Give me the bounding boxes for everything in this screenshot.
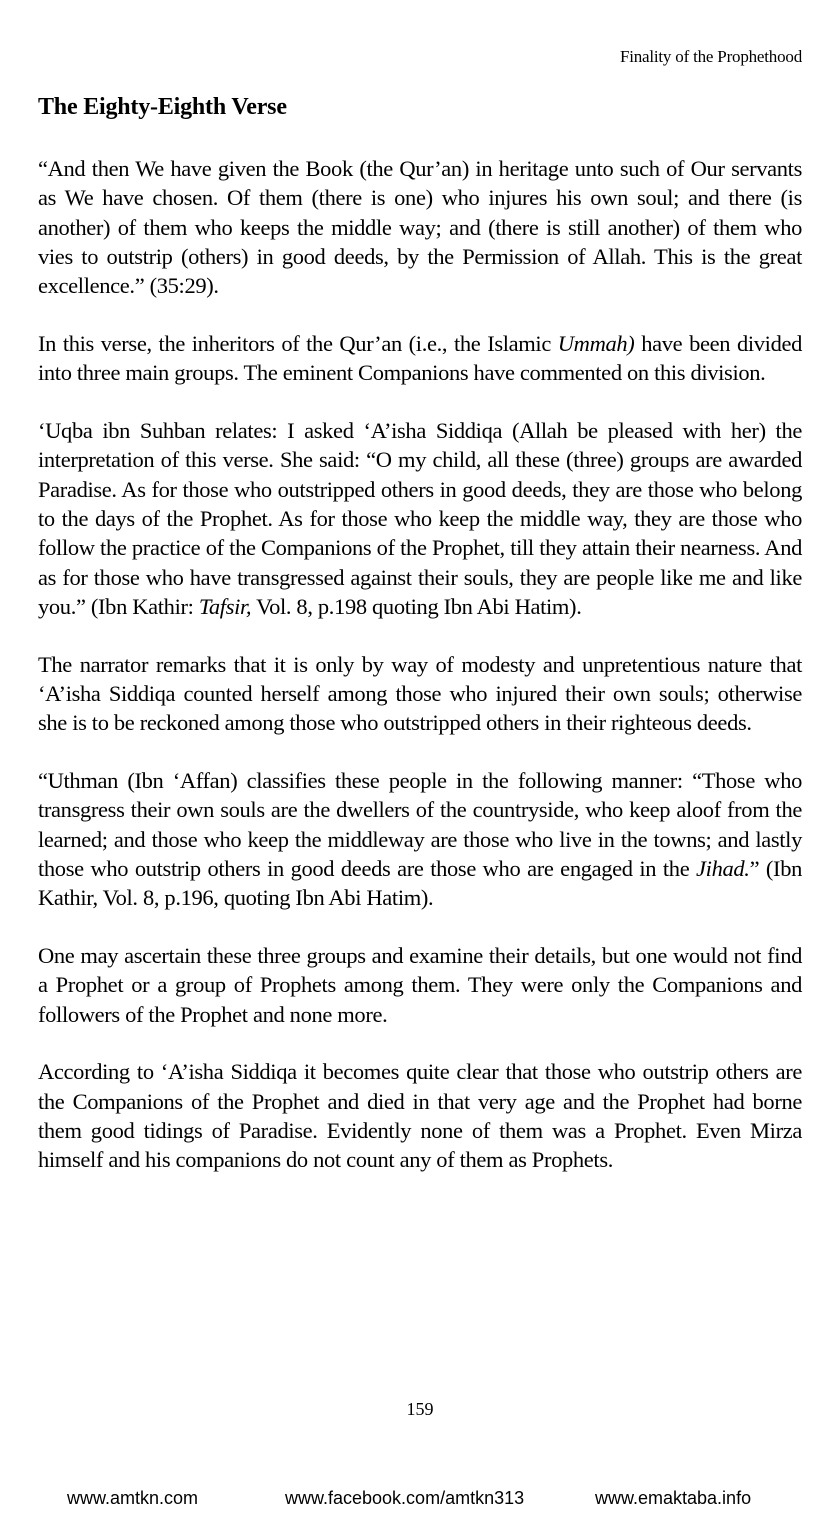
paragraph-text: have been divided into three main groups. The eminent Companions have commented on this division. [38,330,803,386]
paragraph-uqba-narration [38,416,802,621]
footer-link-facebook[interactable]: www.facebook.com/amtkn313 [285,1488,525,1508]
footer [0,1488,840,1518]
paragraph-narrator-remarks: The narrator remarks that it is only by way of modesty and unpretentious nature that ‘A’isha Siddiqa counted herself among those who injured their own souls; otherwise she is to be reckoned among those who outstripped others in their righteous deeds. [38,651,802,736]
page-number: 159 [406,1399,434,1419]
paragraph-text: ” (Ibn Kathir, Vol. 8, p.196, quoting Ibn Abi Hatim). [38,855,802,911]
body-text [38,154,802,1175]
italic-term: Ummah) [557,330,635,356]
running-header: Finality of the Prophethood [619,47,802,66]
paragraph-text: “Uthman (Ibn ‘Affan) classifies these people in the following manner: “Those who transgress their own souls are the dwellers of the countryside, who keep aloof from the learned; and those who keep the middleway are those who live in the towns; and lastly those who outstrip others in good deeds are those who are engaged in the [38,768,802,881]
paragraph-uthman-classification [38,766,802,912]
paragraph-three-groups: One may ascertain these three groups and examine their details, but one would not find a Prophet or a group of Prophets among them. They were only the Companions and followers of the Prophet and none more. [38,943,802,1027]
footer-link-emaktaba[interactable]: www.emaktaba.info [595,1488,752,1508]
italic-term: Jihad. [696,855,750,881]
paragraph-text: In this verse, the inheritors of the Qur’an (i.e., the Islamic [38,330,558,356]
footer-link-amtkn[interactable]: www.amtkn.com [67,1488,199,1508]
paragraph-inheritors [38,329,802,388]
paragraph-text: Vol. 8, p.198 quoting Ibn Abi Hatim). [251,593,582,619]
section-title: The Eighty-Eighth Verse [38,94,287,120]
paragraph-verse-quote: “And then We have given the Book (the Qur’an) in heritage unto such of Our servants as We have chosen. Of them (there is one) who injures his own soul; and there (is another) of them who keeps the middle way; and (there is still another) of them who vies to outstrip (others) in good deeds, by the Permission of Allah. This is the great excellence.” (35:29). [38,156,802,299]
italic-term: Tafsir, [198,593,252,619]
paragraph-text: ‘Uqba ibn Suhban relates: I asked ‘A’isha Siddiqa (Allah be pleased with her) the interpretation of this verse. She said: “O my child, all these (three) groups are awarded Paradise. As for those who outstripped others in good deeds, they are those who belong to the days of the Prophet. As for those who keep the middle way, they are those who follow the practice of the Companions of the Prophet, till they attain their nearness. And as for those who have transgressed against their souls, they are people like me and like you.” (Ibn Kathir: [38,418,802,619]
paragraph-aisha-conclusion: According to ‘A’isha Siddiqa it becomes quite clear that those who outstrip others are the Companions of the Prophet and died in that very age and the Prophet had borne them good tidings of Paradise. Evidently none of them was a Prophet. Even Mirza himself and his companions do not count any of them as Prophets. [38,1059,802,1173]
